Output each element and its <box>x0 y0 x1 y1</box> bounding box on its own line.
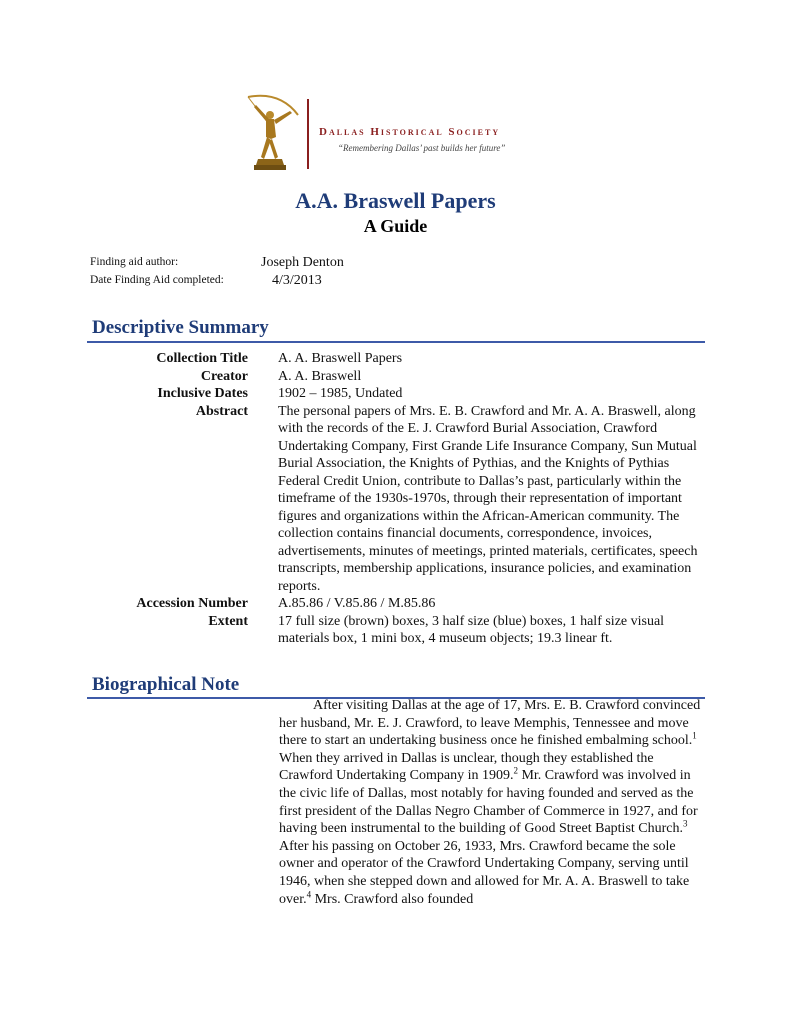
summary-row <box>90 595 710 613</box>
footnote-ref[interactable]: 4 <box>306 888 312 899</box>
logo-divider <box>307 99 309 169</box>
summary-row <box>90 385 710 403</box>
date-label: Date Finding Aid completed: <box>90 274 224 286</box>
section-divider <box>87 341 705 343</box>
descriptive-summary-table <box>90 350 710 648</box>
biographical-note-text <box>279 697 704 908</box>
bio-segment: When they arrived in Dallas is unclear, though they established the Crawford Undertaking Company in 1909. <box>279 750 654 784</box>
bio-segment: Mr. Crawford was involved in the civic life of Dallas, most notably for having founded and served as the first president of the Dallas Negro Chamber of Commerce in 1927, and for having been instrumental to the building of Good Street Baptist Church. <box>279 768 698 837</box>
author-value: Joseph Denton <box>261 255 344 270</box>
document-title: A.A. Braswell Papers <box>295 188 496 213</box>
summary-row <box>90 403 710 596</box>
descriptive-summary-heading: Descriptive Summary <box>92 317 269 338</box>
dallas-historical-society-logo <box>240 93 540 173</box>
summary-value: 17 full size (brown) boxes, 3 half size (blue) boxes, 1 half size visual materials box, 1 mini box, 4 museum objects; 19.3 linear ft. <box>278 613 665 646</box>
author-label: Finding aid author: <box>90 256 179 268</box>
summary-label: Inclusive Dates <box>157 386 248 401</box>
summary-value: A.85.86 / V.85.86 / M.85.86 <box>278 596 436 611</box>
summary-value: A. A. Braswell <box>278 368 362 384</box>
bio-segment: After visiting Dallas at the age of 17, Mrs. E. B. Crawford convinced her husband, Mr. E. J. Crawford, to leave Memphis, Tennessee and move there to start an undertaking business once he finished embalming school. <box>279 698 701 749</box>
footnote-ref[interactable]: 1 <box>692 730 697 741</box>
summary-row <box>90 350 710 368</box>
organization-name: Dallas Historical Society <box>319 126 501 138</box>
summary-row <box>90 368 710 386</box>
summary-value: 1902 – 1985, Undated <box>278 386 403 401</box>
abstract-text: The personal papers of Mrs. E. B. Crawford and Mr. A. A. Braswell, along with the records of the E. J. Crawford Burial Association, Crawford Undertaking Company, First Grande Life Insurance Company, Sun Mutual Burial Association, the Knights of Pythias, and the Knights of Pythias Federal Credit Union, contribute to Dallas’s past, particularly within the timeframe of the 1930s-1970s, through their representation of important figures and organizations within the African-American community. The collection contains financial documents, correspondence, invoices, advertisements, minutes of meetings, printed materials, certificates, speech transcripts, membership applications, insurance policies, and examination reports. <box>278 403 698 594</box>
biographical-note-heading: Biographical Note <box>92 674 240 695</box>
summary-label: Creator <box>200 368 248 384</box>
footnote-ref[interactable]: 3 <box>683 818 688 829</box>
organization-tagline: “Remembering Dallas’ past builds her future” <box>338 143 506 153</box>
summary-value: A. A. Braswell Papers <box>278 351 403 366</box>
summary-label: Collection Title <box>156 351 248 366</box>
archer-statue-icon <box>240 93 302 173</box>
footnote-ref[interactable]: 2 <box>513 765 518 776</box>
summary-label: Accession Number <box>136 596 248 611</box>
date-value: 4/3/2013 <box>272 273 322 288</box>
document-subtitle: A Guide <box>363 216 428 236</box>
summary-row <box>90 613 710 648</box>
summary-label: Abstract <box>195 403 248 419</box>
bio-segment: After his passing on October 26, 1933, Mrs. Crawford became the sole owner and operator of the Crawford Undertaking Company, serving until 1946, when she stepped down and allowed for Mr. A. A. Braswell to take over. <box>279 838 690 907</box>
summary-label: Extent <box>208 613 248 629</box>
bio-segment: Mrs. Crawford also founded <box>311 891 474 907</box>
